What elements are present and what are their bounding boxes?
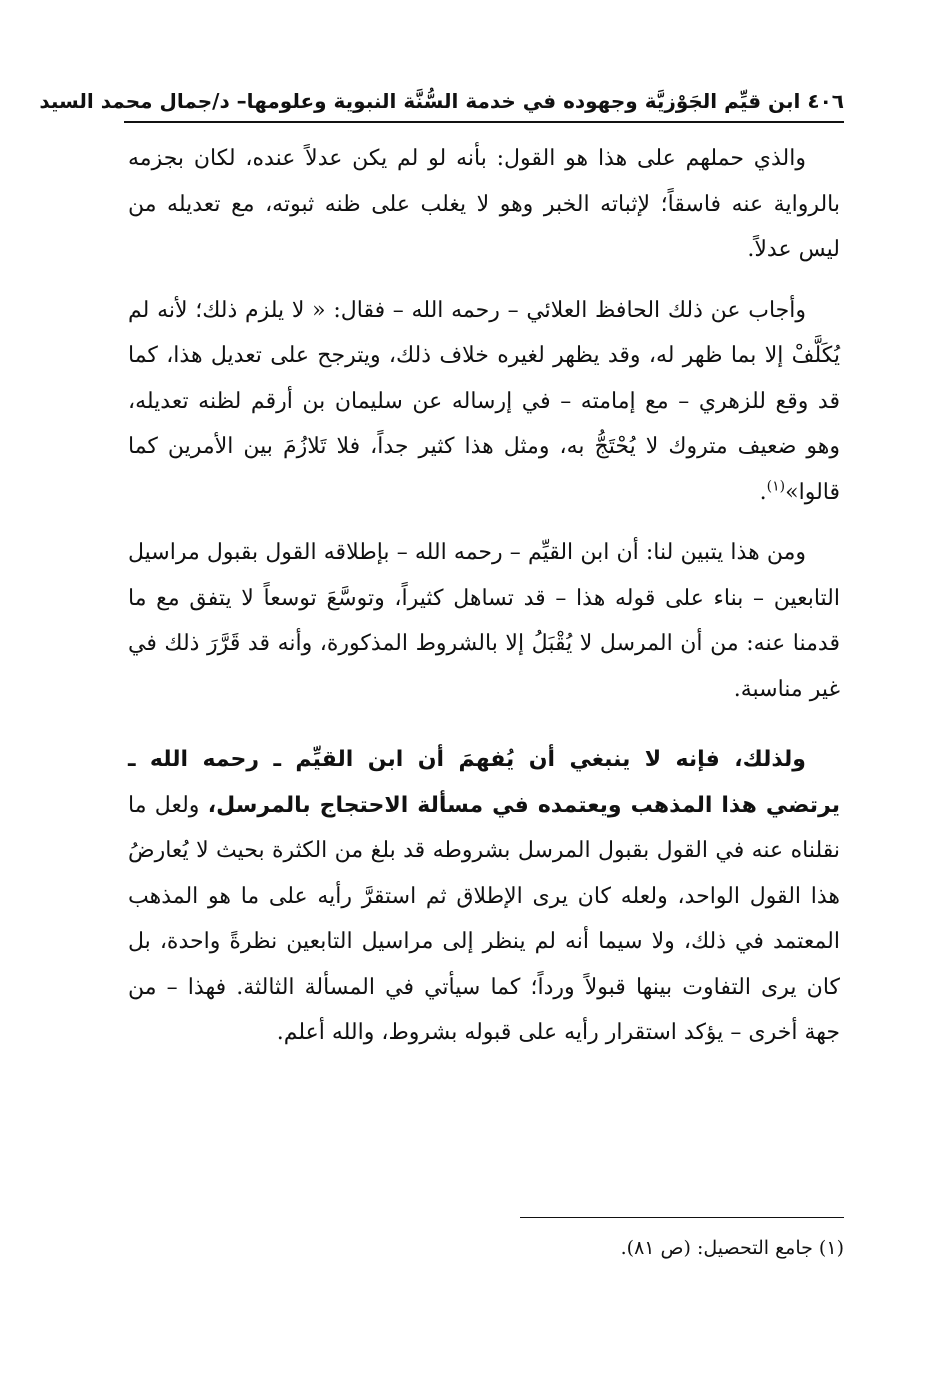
main-text xyxy=(128,136,840,1056)
footnote-rule xyxy=(520,1217,844,1218)
running-header: ٤٠٦ ابن قيِّم الجَوْزيَّة وجهوده في خدمة السُّنَّة النبوية وعلومها– د/جمال محمد السيد xyxy=(39,89,844,113)
paragraph-3: ومن هذا يتبين لنا: أن ابن القيِّم – رحمه الله – بإطلاقه القول بقبول مراسيل التابعين – بناء على قوله هذا – قد تساهل كثيراً، وتوسَّعَ توسعاً لا يتفق مع ما قدمنا عنه: من أن المرسل لا يُقْبَلُ إلا بالشروط المذكورة، وأنه قد قَرَّرَ ذلك في غير مناسبة. xyxy=(128,540,840,702)
footnote-reference: (١) xyxy=(766,478,786,495)
paragraph-4 xyxy=(128,737,840,1056)
paragraph-2 xyxy=(128,288,840,516)
paragraph-4-text: ولعل ما نقلناه عنه في القول بقبول المرسل بشروطه قد بلغ من الكثرة بحيث لا يُعارضُ هذا القول الواحد، ولعله كان يرى الإطلاق ثم استقرَّ رأيه على ما هو المذهب المعتمد في ذلك، ولا سيما أنه لم ينظر إلى مراسيل التابعين نظرةً واحدة، بل كان يرى التفاوت بينها قبولاً ورداً؛ كما سيأتي في المسألة الثالثة. فهذا – من جهة أخرى – يؤكد استقرار رأيه على قبوله بشروط، والله أعلم. xyxy=(128,792,840,1045)
paragraph-2-text: وأجاب عن ذلك الحافظ العلائي – رحمه الله – فقال: « لا يلزم ذلك؛ لأنه لم يُكَلَّفْ إلا بما ظهر له، وقد يظهر لغيره خلاف ذلك، ويترجح على تعديل هذا، كما قد وقع للزهري – مع إمامته – في إرساله عن سليمان بن أرقم لظنه تعديله، وهو ضعيف متروك لا يُحْتَجُّ به، ومثل هذا كثير جداً، فلا تَلازُمَ بين الأمرين كما قالوا» xyxy=(128,297,840,505)
header-rule xyxy=(124,121,844,123)
paragraph-4-emphasis: ولذلك، فإنه لا ينبغي أن يُفهمَ أن ابن القيِّم ـ رحمه الله ـ يرتضي هذا المذهب ويعتمده في مسألة الاحتجاج بالمرسل، xyxy=(128,747,841,818)
footnote-1: (١) جامع التحصيل: (ص ٨١). xyxy=(620,1237,844,1259)
paragraph-2-end: . xyxy=(759,479,767,505)
paragraph-1: والذي حملهم على هذا هو القول: بأنه لو لم يكن عدلاً عنده، لكان بجزمه بالرواية عنه فاسقاً؛ لإثباته الخبر وهو لا يغلب على ظنه ثبوته، مع تعديله من ليس عدلاً. xyxy=(128,146,840,262)
